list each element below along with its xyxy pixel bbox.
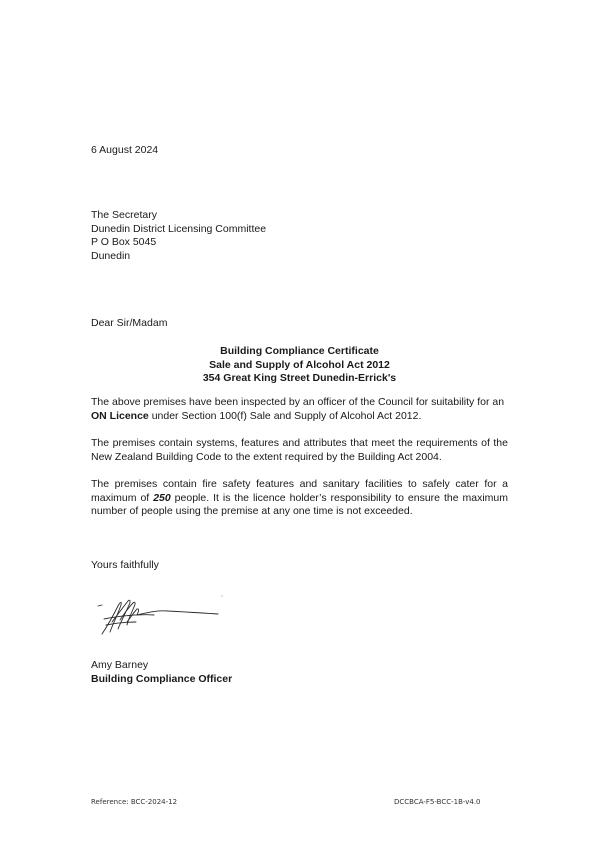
paragraph-capacity xyxy=(91,478,508,519)
paragraph-building-code: The premises contain systems, features and attributes that meet the requirements of the New Zealand Building Code to the extent required by the Building Act 2004. xyxy=(91,437,508,463)
letter-date: 6 August 2024 xyxy=(91,144,159,156)
footer-form-code: DCCBCA-F5-BCC-1B-v4.0 xyxy=(394,798,481,806)
recipient-line: Dunedin District Licensing Committee xyxy=(91,223,267,235)
recipient-line: P O Box 5045 xyxy=(91,236,157,248)
closing: Yours faithfully xyxy=(91,559,159,571)
paragraph-text: people. It is the licence holder’s responsibility to ensure the maximum number of people using the premise at any one time is not exceeded. xyxy=(91,491,509,518)
heading-line: Building Compliance Certificate xyxy=(220,345,379,357)
salutation: Dear Sir/Madam xyxy=(91,317,168,329)
paragraph-inspection xyxy=(91,396,508,423)
signatory-name: Amy Barney xyxy=(91,659,149,671)
signatory-title: Building Compliance Officer xyxy=(91,673,233,685)
paragraph-text: The premises contain fire safety features and sanitary facilities to safely cater for a maximum of xyxy=(91,478,508,504)
footer-reference: Reference: BCC-2024-12 xyxy=(91,798,178,806)
heading-line: 354 Great King Street Dunedin-Errick's xyxy=(202,372,397,384)
heading-line: Sale and Supply of Alcohol Act 2012 xyxy=(209,359,390,371)
licence-type: ON Licence xyxy=(91,409,149,422)
capacity-value: 250 xyxy=(153,491,171,504)
recipient-line: The Secretary xyxy=(91,209,157,221)
recipient-line: Dunedin xyxy=(91,250,131,262)
paragraph-text: The above premises have been inspected by an officer of the Council for suitability for an xyxy=(91,396,505,408)
signature-image xyxy=(96,592,226,640)
paragraph-text: under Section 100(f) Sale and Supply of Alcohol Act 2012. xyxy=(148,409,422,422)
